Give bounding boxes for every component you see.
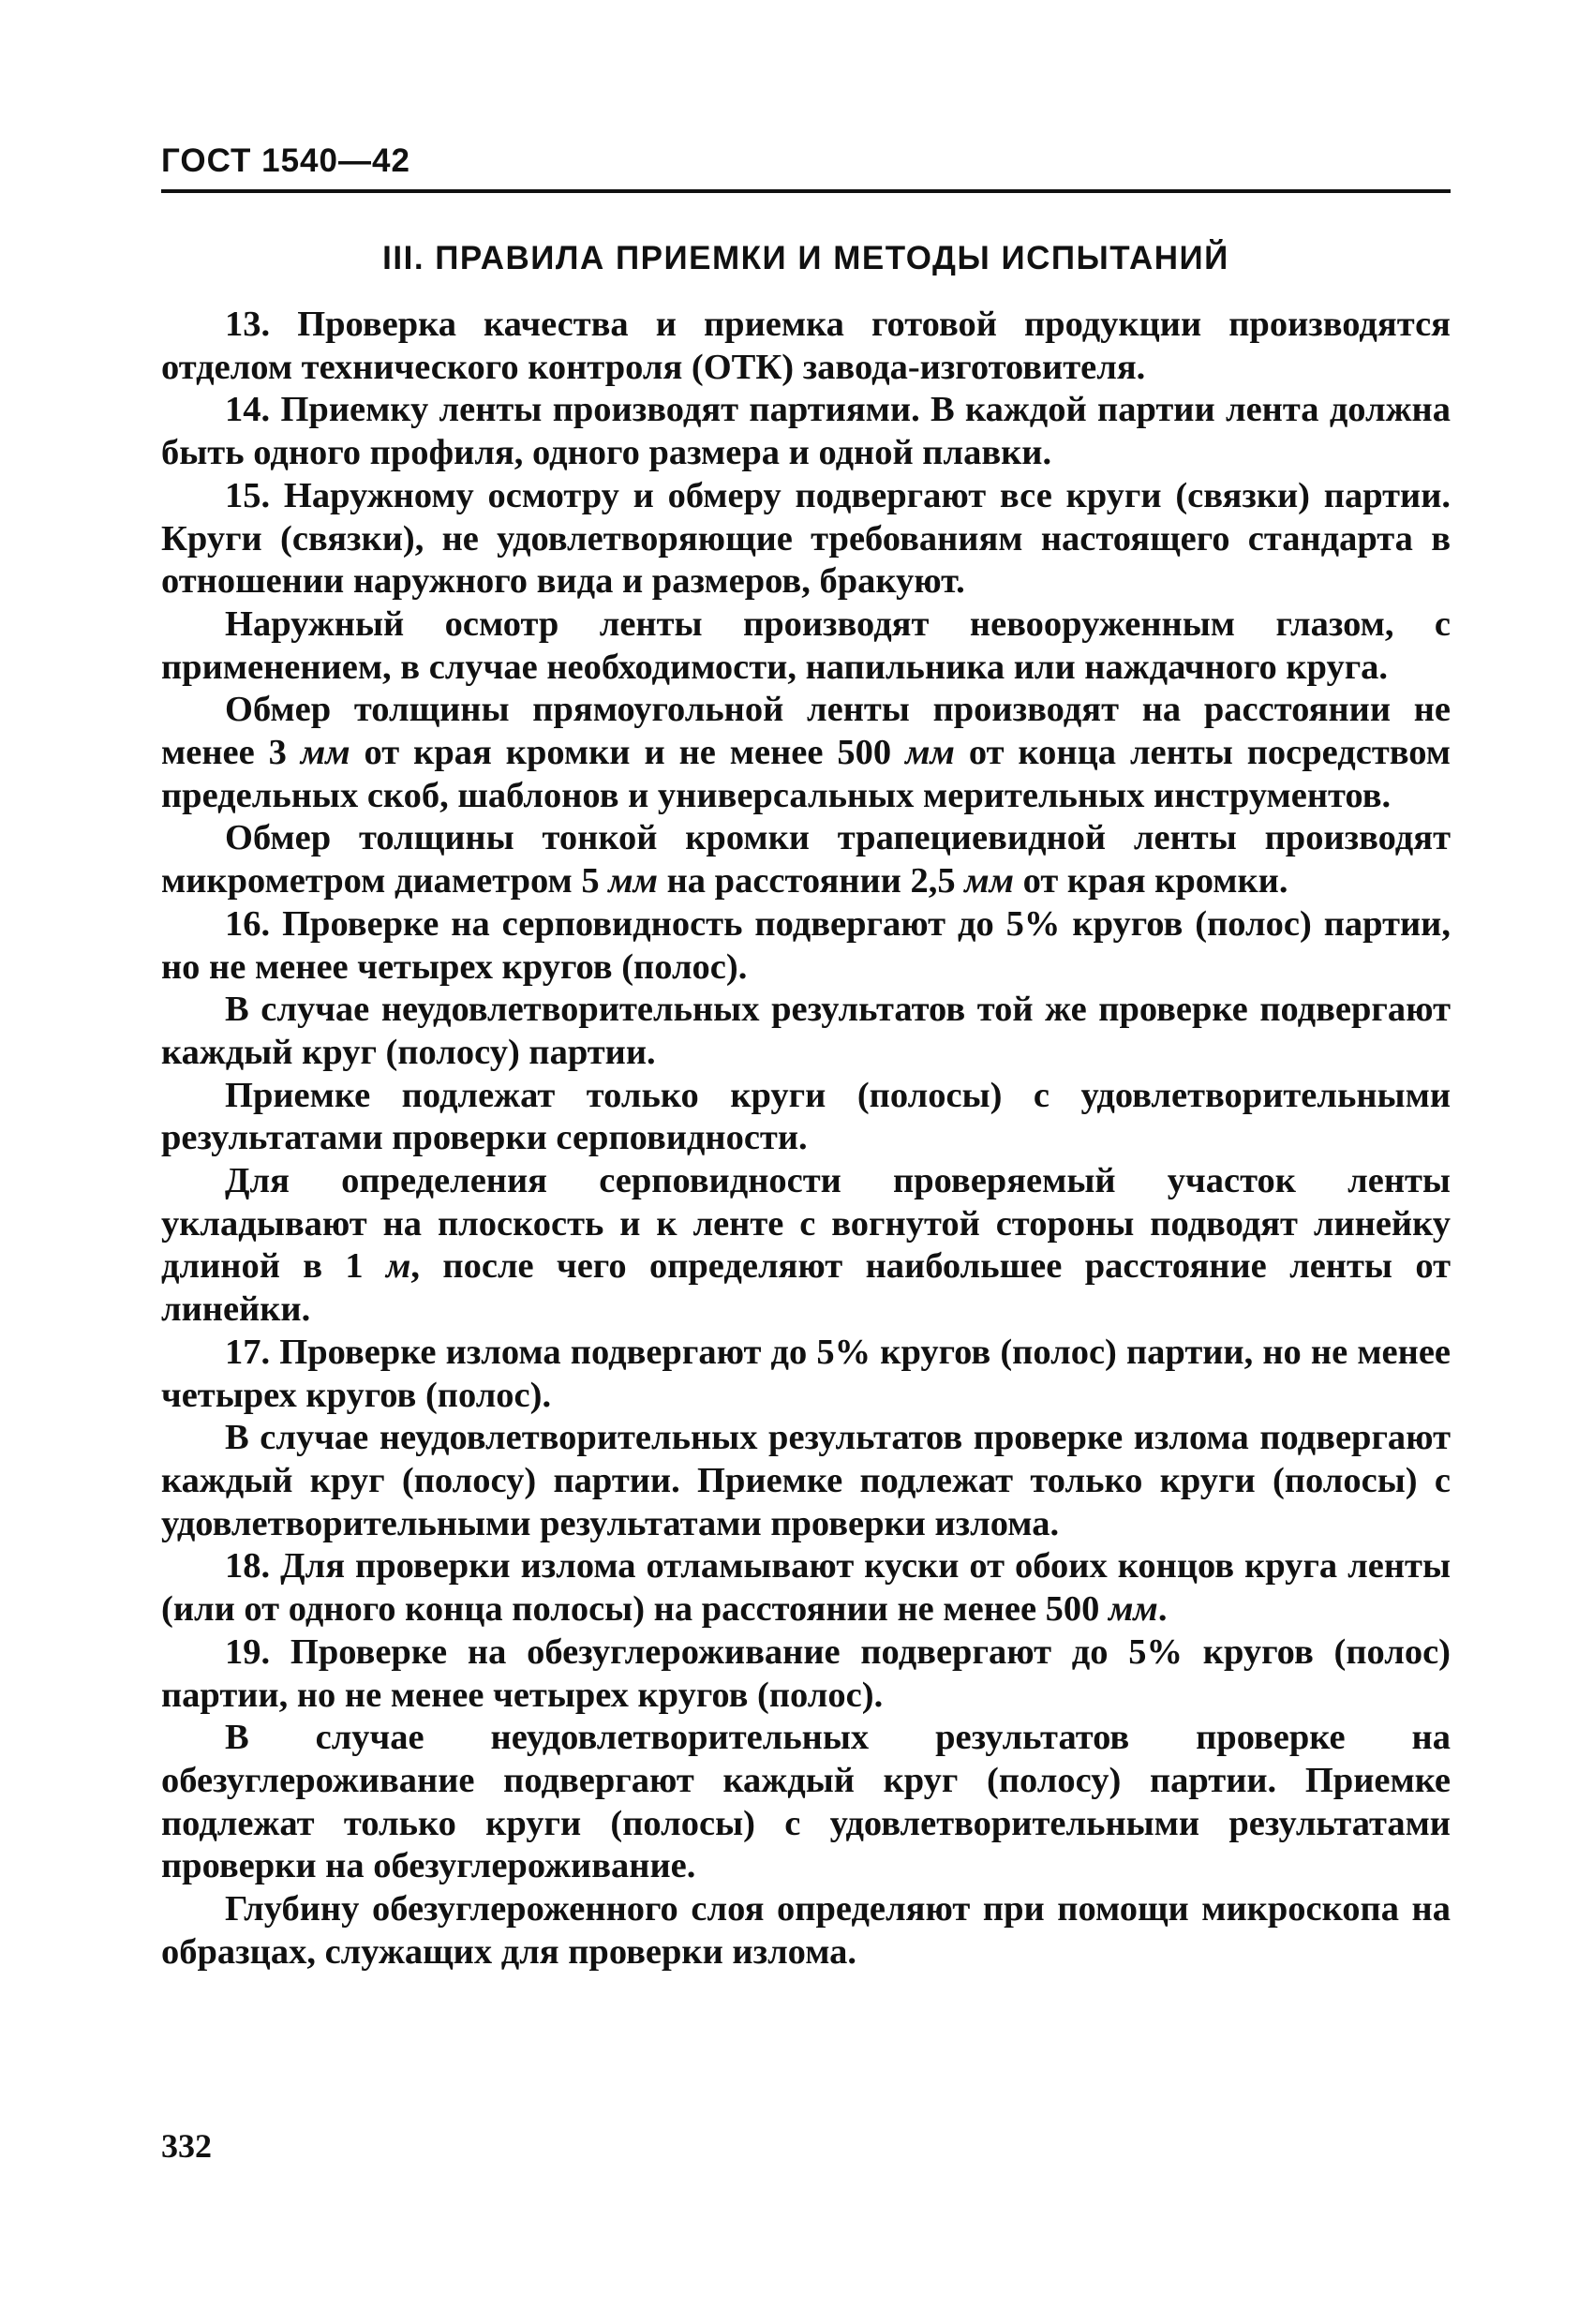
text-segment: . xyxy=(1157,1589,1168,1630)
paragraph-15-rectangular-thickness xyxy=(161,689,1451,817)
text-segment: от края кромки. xyxy=(1013,861,1288,901)
unit-mm: мм xyxy=(300,733,350,773)
paragraph-16-method xyxy=(161,1160,1451,1332)
text-segment: от края кромки и не менее 500 xyxy=(350,733,906,773)
paragraph-15-visual-inspection: Наружный осмотр ленты производят невооруженным глазом, с применением, в случае необходимости, напильника или наждачного круга. xyxy=(161,603,1451,687)
text-segment: на расстоянии 2,5 xyxy=(658,861,965,901)
paragraph-15: 15. Наружному осмотру и обмеру подвергают все круги (связки) партии. Круги (связки), не удовлетворяющие требованиям настоящего стандарта в отношении наружного вида и размеров, бракуют. xyxy=(161,475,1451,602)
running-head: ГОСТ 1540—42 xyxy=(161,142,410,179)
unit-m: м xyxy=(386,1246,411,1287)
paragraph-13: 13. Проверка качества и приемка готовой продукции производятся отделом технического контроля (ОТК) завода-изготовителя. xyxy=(161,305,1451,387)
paragraph-16-retest: В случае неудовлетворительных результатов той же проверке подвергают каждый круг (полосу) партии. xyxy=(161,990,1451,1072)
document-page xyxy=(161,0,1451,2324)
text-segment: Обмер толщины тонкой кромки трапециевидной ленты производят микрометром диаметром 5 xyxy=(161,818,1451,901)
paragraph-17: 17. Проверке излома подвергают до 5% кругов (полос) партии, но не менее четырех кругов (полос). xyxy=(161,1332,1451,1415)
section-title: III. ПРАВИЛА ПРИЕМКИ И МЕТОДЫ ИСПЫТАНИЙ xyxy=(382,240,1229,276)
body-text xyxy=(161,304,1451,1974)
paragraph-19: 19. Проверке на обезуглероживание подвергают до 5% кругов (полос) партии, но не менее четырех кругов (полос). xyxy=(161,1631,1451,1715)
header-rule xyxy=(161,189,1451,193)
paragraph-18 xyxy=(161,1545,1451,1631)
unit-mm: мм xyxy=(1109,1589,1158,1630)
paragraph-14: 14. Приемку ленты производят партиями. В каждой партии лента должна быть одного профиля, одного размера и одной плавки. xyxy=(161,390,1451,473)
unit-mm: мм xyxy=(608,861,658,901)
paragraph-16-acceptance: Приемке подлежат только круги (полосы) с удовлетворительными результатами проверки серповидности. xyxy=(161,1075,1451,1158)
text-segment: , после чего определяют наибольшее расстояние ленты от линейки. xyxy=(161,1246,1451,1330)
text-segment: 18. Для проверки излома отламывают куски от обоих концов круга ленты (или от одного конца полосы) на расстоянии не менее 500 xyxy=(161,1546,1451,1630)
paragraph-17-retest: В случае неудовлетворительных результатов проверке излома подвергают каждый круг (полосу) партии. Приемке подлежат только круги (полосы) с удовлетворительными результатами проверки излома. xyxy=(161,1418,1451,1543)
paragraph-19-retest: В случае неудовлетворительных результатов проверке на обезуглероживание подвергают каждый круг (полосу) партии. Приемке подлежат только круги (полосы) с удовлетворительными результатами проверки на обезуглероживание. xyxy=(161,1718,1451,1886)
text-segment: Обмер толщины прямоугольной ленты производят на расстоянии не менее 3 xyxy=(161,690,1451,773)
unit-mm: мм xyxy=(905,733,955,773)
text-segment: Для определения серповидности проверяемый участок ленты укладывают на плоскость и к ленте с вогнутой стороны подводят линейку длиной в 1 xyxy=(161,1161,1451,1287)
text-segment: от конца ленты посредством предельных скоб, шаблонов и универсальных мерительных инструментов. xyxy=(161,733,1452,815)
page-number: 332 xyxy=(161,2127,212,2165)
paragraph-19-depth: Глубину обезуглероженного слоя определяют при помощи микроскопа на образцах, служащих для проверки излома. xyxy=(161,1889,1451,1972)
paragraph-15-trapezoid-thickness xyxy=(161,817,1451,902)
unit-mm: мм xyxy=(964,861,1014,901)
paragraph-16: 16. Проверке на серповидность подвергают до 5% кругов (полос) партии, но не менее четырех кругов (полос). xyxy=(161,903,1451,987)
